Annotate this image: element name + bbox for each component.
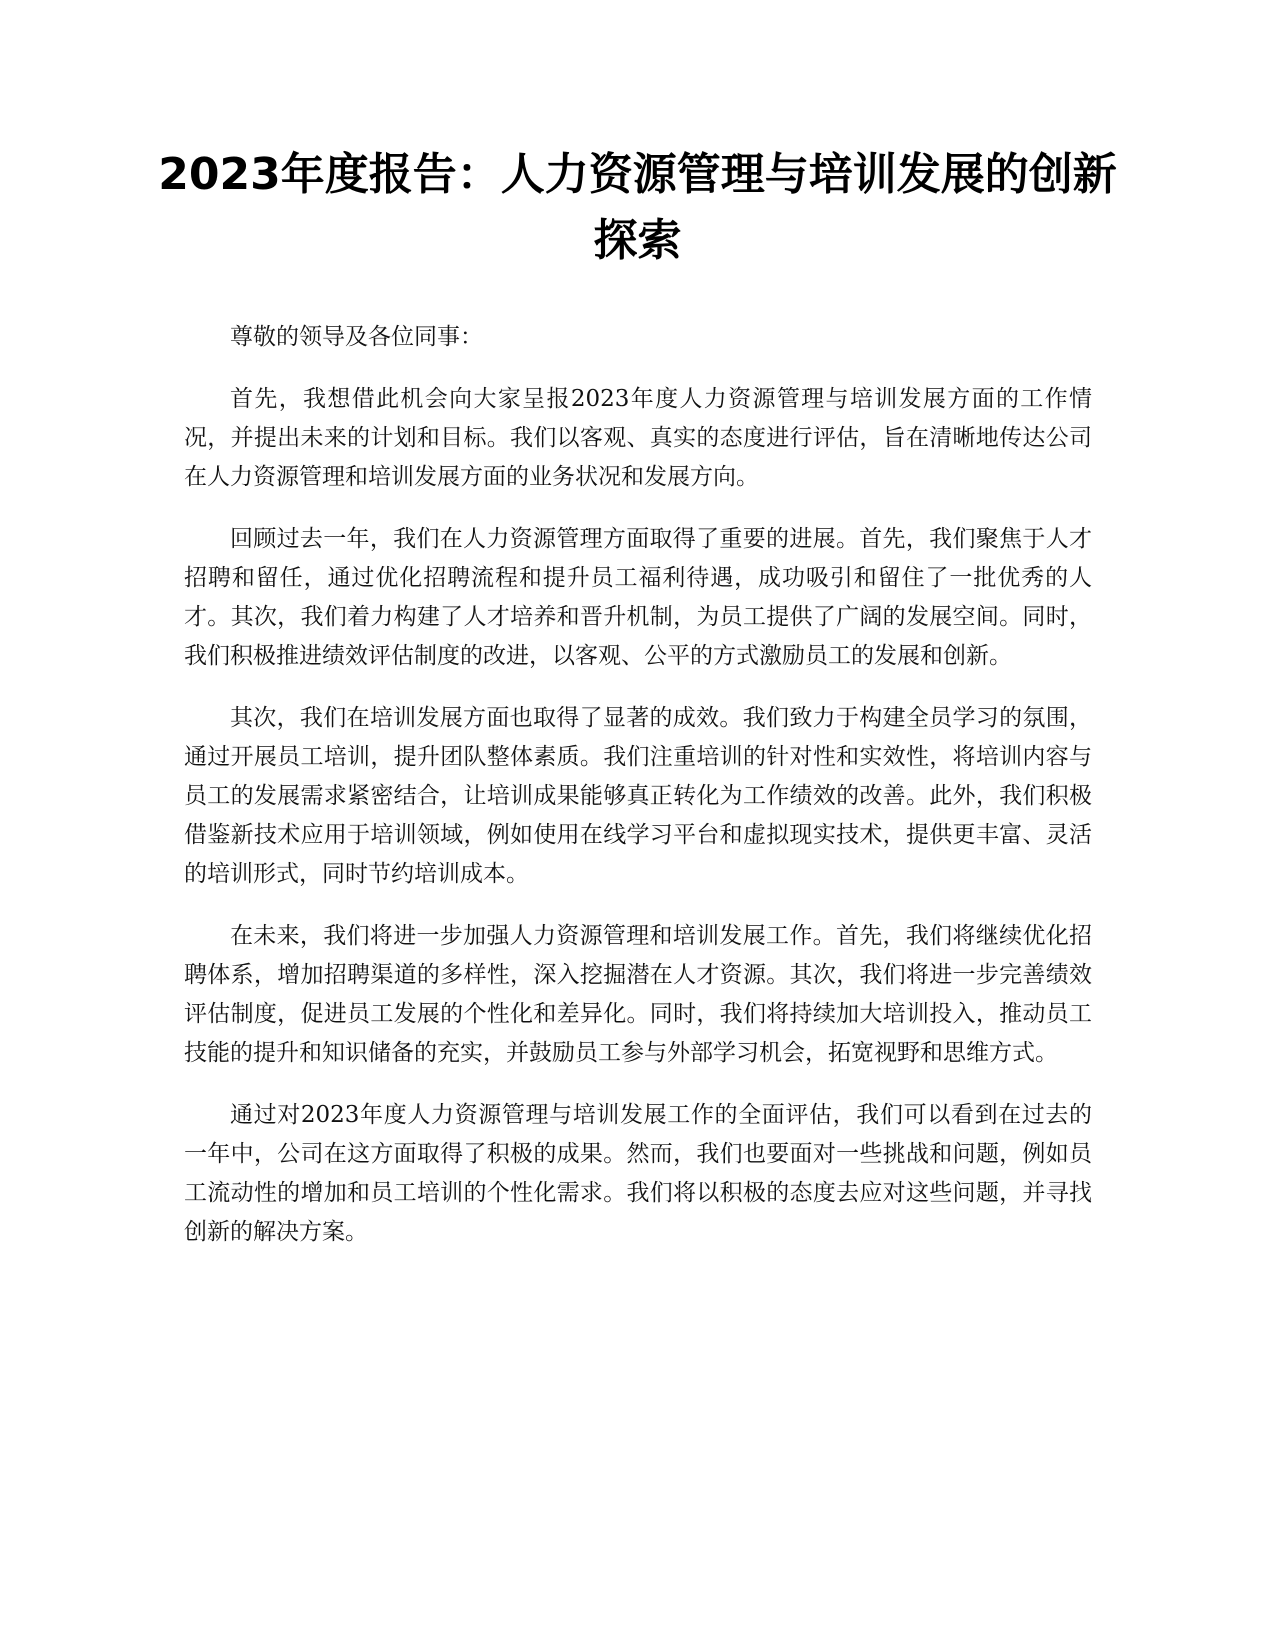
document-title: 2023年度报告：人力资源管理与培训发展的创新探索 [158, 149, 1117, 266]
body-paragraph: 其次，我们在培训发展方面也取得了显著的成效。我们致力于构建全员学习的氛围，通过开展员工培训，提升团队整体素质。我们注重培训的针对性和实效性，将培训内容与员工的发展需求紧密结合，让培训成果能够真正转化为工作绩效的改善。此外，我们积极借鉴新技术应用于培训领域，例如使用在线学习平台和虚拟现实技术，提供更丰富、灵活的培训形式，同时节约培训成本。 [184, 705, 1092, 887]
body-paragraph: 通过对2023年度人力资源管理与培训发展工作的全面评估，我们可以看到在过去的一年中，公司在这方面取得了积极的成果。然而，我们也要面对一些挑战和问题，例如员工流动性的增加和员工培训的个性化需求。我们将以积极的态度去应对这些问题，并寻找创新的解决方案。 [184, 1102, 1092, 1245]
body-paragraph: 首先，我想借此机会向大家呈报2023年度人力资源管理与培训发展方面的工作情况，并提出未来的计划和目标。我们以客观、真实的态度进行评估，旨在清晰地传达公司在人力资源管理和培训发展方面的业务状况和发展方向。 [184, 386, 1092, 490]
document-body [184, 318, 1092, 1275]
body-paragraph: 回顾过去一年，我们在人力资源管理方面取得了重要的进展。首先，我们聚焦于人才招聘和留任，通过优化招聘流程和提升员工福利待遇，成功吸引和留住了一批优秀的人才。其次，我们着力构建了人才培养和晋升机制，为员工提供了广阔的发展空间。同时，我们积极推进绩效评估制度的改进，以客观、公平的方式激励员工的发展和创新。 [184, 526, 1092, 669]
greeting-paragraph: 尊敬的领导及各位同事： [230, 324, 483, 350]
body-paragraph: 在未来，我们将进一步加强人力资源管理和培训发展工作。首先，我们将继续优化招聘体系，增加招聘渠道的多样性，深入挖掘潜在人才资源。其次，我们将进一步完善绩效评估制度，促进员工发展的个性化和差异化。同时，我们将持续加大培训投入，推动员工技能的提升和知识储备的充实，并鼓励员工参与外部学习机会，拓宽视野和思维方式。 [184, 923, 1092, 1066]
